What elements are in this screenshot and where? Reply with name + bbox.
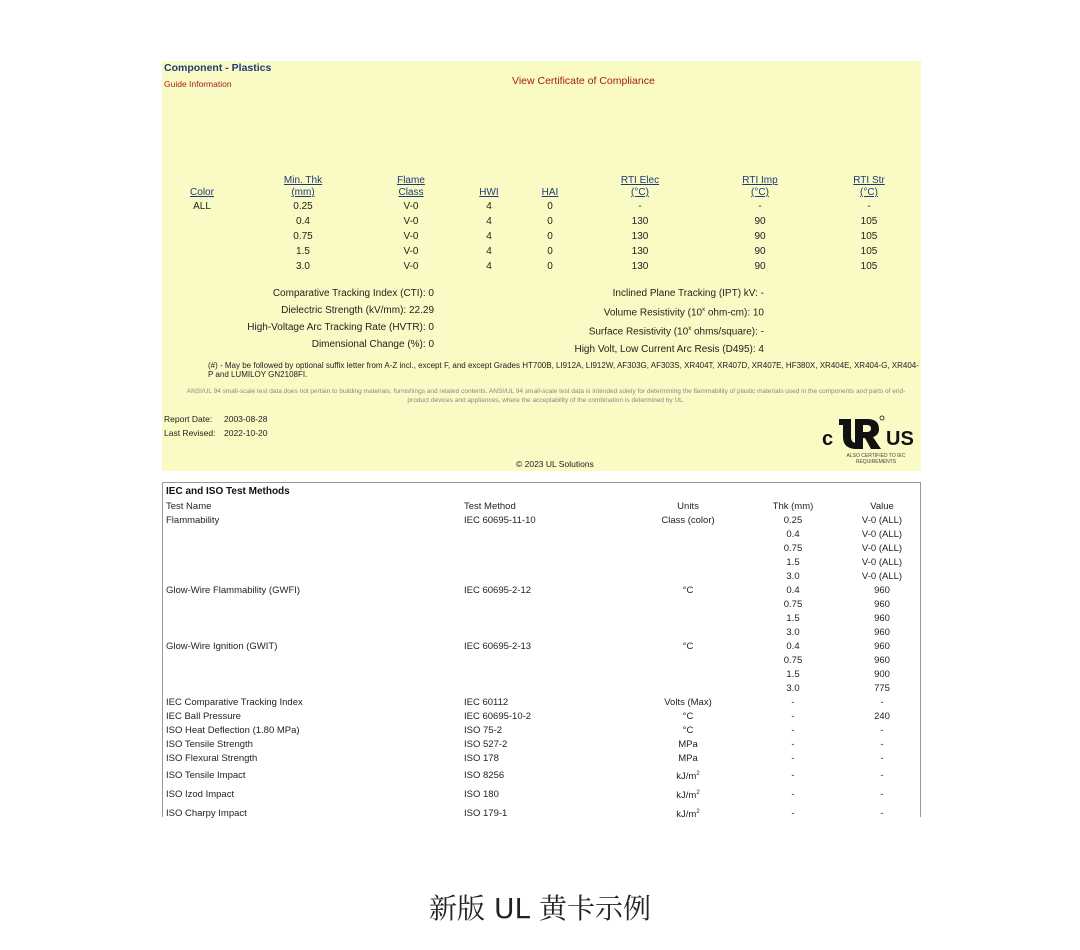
table-cell bbox=[163, 626, 464, 640]
cell: V-0 bbox=[403, 231, 419, 242]
cell: 4 bbox=[486, 261, 492, 272]
table-cell: Glow-Wire Ignition (GWIT) bbox=[166, 641, 278, 652]
table-cell: MPa bbox=[678, 753, 698, 764]
table-row bbox=[163, 598, 920, 612]
table-cell: ISO Heat Deflection (1.80 MPa) bbox=[166, 725, 300, 736]
table-cell bbox=[634, 612, 742, 626]
iec-iso-test-methods bbox=[162, 482, 921, 821]
cell: V-0 bbox=[403, 216, 419, 227]
header-hwi: HWI bbox=[479, 187, 499, 198]
table-cell: V-0 (ALL) bbox=[861, 515, 903, 526]
table-cell bbox=[634, 654, 742, 668]
table-cell: 0.4 bbox=[786, 641, 800, 652]
table-row bbox=[163, 654, 920, 668]
cell: 130 bbox=[631, 231, 649, 242]
cell: 0.75 bbox=[293, 231, 313, 242]
table-cell: 960 bbox=[874, 655, 890, 666]
table-cell: 1.5 bbox=[786, 669, 800, 680]
table-row bbox=[163, 556, 920, 570]
cell: V-0 bbox=[403, 246, 419, 257]
table-cell bbox=[634, 626, 742, 640]
table-cell: °C bbox=[682, 725, 694, 736]
table-cell: IEC Comparative Tracking Index bbox=[166, 697, 303, 708]
table-cell: IEC 60112 bbox=[464, 697, 509, 708]
cell: 105 bbox=[860, 216, 878, 227]
ur-mark-icon bbox=[837, 415, 885, 451]
table-cell: V-0 (ALL) bbox=[861, 571, 903, 582]
cell: 105 bbox=[860, 246, 878, 257]
table-cell: 0.25 bbox=[783, 515, 803, 526]
table-cell: - bbox=[791, 770, 795, 782]
table-cell: ISO 8256 bbox=[464, 770, 505, 782]
table-row bbox=[163, 668, 920, 682]
guide-information-link[interactable]: Guide Information bbox=[164, 79, 232, 89]
cell: 130 bbox=[631, 216, 649, 227]
table-cell bbox=[464, 598, 634, 612]
cell: 0 bbox=[547, 261, 553, 272]
table-row bbox=[163, 626, 920, 640]
table-cell bbox=[163, 612, 464, 626]
table-cell: - bbox=[880, 725, 884, 736]
header-value: Value bbox=[870, 501, 894, 512]
table-cell: IEC 60695-11-10 bbox=[464, 515, 536, 526]
table-cell bbox=[634, 556, 742, 570]
table-cell: ISO Tensile Strength bbox=[166, 739, 253, 750]
table-cell: ISO 180 bbox=[464, 789, 499, 801]
table-row bbox=[163, 514, 920, 528]
also-certified-text: ALSO CERTIFIED TO IEC REQUIREMENTS bbox=[846, 453, 906, 465]
table-cell: 960 bbox=[874, 627, 890, 638]
table-cell bbox=[464, 612, 634, 626]
table-cell: 775 bbox=[874, 683, 890, 694]
table-cell: - bbox=[880, 808, 884, 820]
cell: - bbox=[758, 201, 762, 212]
table-cell: 900 bbox=[874, 669, 890, 680]
table-cell: 960 bbox=[874, 641, 890, 652]
report-date: 2003-08-28 bbox=[224, 414, 268, 424]
table-row bbox=[163, 766, 920, 785]
ratings-row bbox=[162, 199, 918, 214]
table-cell: ISO Flexural Strength bbox=[166, 753, 258, 764]
cell: 105 bbox=[860, 231, 878, 242]
cell: 0.4 bbox=[296, 216, 310, 227]
table-cell: - bbox=[880, 789, 884, 801]
table-cell bbox=[464, 654, 634, 668]
table-cell: 0.75 bbox=[783, 655, 803, 666]
table-row bbox=[163, 542, 920, 556]
cell: 90 bbox=[754, 231, 766, 242]
table-cell bbox=[464, 542, 634, 556]
table-cell: 3.0 bbox=[786, 627, 800, 638]
cell: 4 bbox=[486, 246, 492, 257]
table-cell bbox=[464, 626, 634, 640]
table-row bbox=[163, 612, 920, 626]
header-hai: HAI bbox=[541, 187, 559, 198]
table-cell: ISO 527-2 bbox=[464, 739, 508, 750]
table-cell: - bbox=[791, 725, 795, 736]
table-cell: 240 bbox=[874, 711, 890, 722]
table-cell bbox=[634, 682, 742, 696]
table-cell: Glow-Wire Flammability (GWFI) bbox=[166, 585, 301, 596]
grade-footnote: (#) - May be followed by optional suffix letter from A-Z incl., except F, and except Grades HT700B, LI912A, LI912W, AF303G, AF303S, XR404T, XR407D, XR407E, HF380X, XR404E, XR404-G, XR404-P and LUMILOY GN2108FI. bbox=[208, 361, 919, 379]
cell: V-0 bbox=[403, 261, 419, 272]
table-row bbox=[163, 570, 920, 584]
cell bbox=[162, 244, 242, 259]
cell: 90 bbox=[754, 261, 766, 272]
table-row bbox=[163, 682, 920, 696]
table-cell: °C bbox=[682, 641, 694, 652]
cell: - bbox=[867, 201, 871, 212]
plastics-ratings-table bbox=[162, 173, 918, 274]
table-row bbox=[163, 696, 920, 710]
table-cell bbox=[163, 668, 464, 682]
table-cell bbox=[163, 528, 464, 542]
ratings-row bbox=[162, 214, 918, 229]
cell: 1.5 bbox=[296, 246, 310, 257]
table-cell: 3.0 bbox=[786, 683, 800, 694]
cell bbox=[162, 259, 242, 274]
table-cell: 960 bbox=[874, 613, 890, 624]
cell: 90 bbox=[754, 246, 766, 257]
table-cell: - bbox=[791, 711, 795, 722]
table-cell: - bbox=[880, 770, 884, 782]
table-cell: ISO 75-2 bbox=[464, 725, 503, 736]
ratings-row bbox=[162, 259, 918, 274]
header-color: Color bbox=[190, 187, 214, 198]
table-cell bbox=[634, 570, 742, 584]
copyright: © 2023 UL Solutions bbox=[516, 459, 594, 469]
cell: 4 bbox=[486, 216, 492, 227]
table-cell bbox=[163, 654, 464, 668]
cell bbox=[162, 229, 242, 244]
table-cell: IEC Ball Pressure bbox=[166, 711, 241, 722]
table-cell bbox=[163, 598, 464, 612]
table-row bbox=[163, 528, 920, 542]
table-cell: $kJ/m^2$ bbox=[676, 809, 700, 821]
table-cell: ISO Izod Impact bbox=[166, 789, 235, 801]
caption: 新版 UL 黄卡示例 bbox=[429, 892, 651, 925]
cell: 130 bbox=[631, 246, 649, 257]
header-units: Units bbox=[677, 501, 699, 512]
table-cell: 960 bbox=[874, 585, 890, 596]
table-cell: IEC 60695-2-13 bbox=[464, 641, 532, 652]
header-rti-imp: RTI Imp (°C) bbox=[742, 175, 778, 198]
table-cell: 1.5 bbox=[786, 557, 800, 568]
table-cell: Volts (Max) bbox=[664, 697, 712, 708]
table-cell: 1.5 bbox=[786, 613, 800, 624]
table-cell: 3.0 bbox=[786, 571, 800, 582]
table-cell: IEC 60695-10-2 bbox=[464, 711, 532, 722]
header-test-name: Test Name bbox=[166, 501, 212, 512]
cell: V-0 bbox=[403, 201, 419, 212]
table-cell: V-0 (ALL) bbox=[861, 543, 903, 554]
cell: 0 bbox=[547, 246, 553, 257]
view-certificate-link[interactable]: View Certificate of Compliance bbox=[512, 75, 655, 87]
table-row bbox=[163, 724, 920, 738]
cell: 0 bbox=[547, 201, 553, 212]
table-cell: °C bbox=[682, 585, 694, 596]
cell: 130 bbox=[631, 261, 649, 272]
header-thk: Thk (mm) bbox=[772, 501, 814, 512]
cell: ALL bbox=[193, 201, 211, 212]
table-cell bbox=[163, 542, 464, 556]
cell: 3.0 bbox=[296, 261, 310, 272]
table-cell bbox=[634, 528, 742, 542]
dielectric-strength-value: Dielectric Strength (kV/mm): 22.29 bbox=[281, 305, 434, 316]
table-cell: Flammability bbox=[166, 515, 220, 526]
cell: 0 bbox=[547, 216, 553, 227]
header-flame-class: Flame Class bbox=[397, 175, 425, 198]
iso-section-title: IEC and ISO Test Methods bbox=[166, 486, 290, 497]
table-cell bbox=[464, 570, 634, 584]
table-cell: MPa bbox=[678, 739, 698, 750]
header-rti-elec: RTI Elec (°C) bbox=[620, 175, 660, 198]
cell: 0 bbox=[547, 231, 553, 242]
cell: 90 bbox=[754, 216, 766, 227]
table-cell: 0.75 bbox=[783, 599, 803, 610]
table-cell: ISO Tensile Impact bbox=[166, 770, 246, 782]
table-row bbox=[163, 804, 920, 823]
table-cell: - bbox=[880, 697, 884, 708]
dimensional-change-value: Dimensional Change (%): 0 bbox=[311, 339, 434, 350]
card-title: Component - Plastics bbox=[164, 62, 272, 74]
cti-value: Comparative Tracking Index (CTI): 0 bbox=[272, 288, 434, 299]
table-cell: - bbox=[880, 739, 884, 750]
table-row bbox=[163, 584, 920, 598]
table-cell: 0.4 bbox=[786, 585, 800, 596]
volume-resistivity-value: Volume Resistivity (10$^x$ ohm-cm): 10 bbox=[603, 307, 764, 319]
header-min-thk: Min. Thk (mm) bbox=[283, 175, 323, 198]
table-cell bbox=[634, 542, 742, 556]
ul-recognized-mark-icon bbox=[822, 411, 917, 469]
table-cell bbox=[163, 682, 464, 696]
arc-resistance-value: High Volt, Low Current Arc Resis (D495): 4 bbox=[574, 343, 764, 355]
cell: 0.25 bbox=[293, 201, 313, 212]
table-cell bbox=[163, 556, 464, 570]
cell: 4 bbox=[486, 201, 492, 212]
logo-c: c bbox=[822, 428, 834, 450]
table-row bbox=[163, 640, 920, 654]
table-cell bbox=[634, 598, 742, 612]
report-date-label: Report Date: bbox=[164, 414, 213, 424]
cell: 105 bbox=[860, 261, 878, 272]
iso-table bbox=[163, 500, 920, 823]
table-cell: $kJ/m^2$ bbox=[676, 771, 700, 783]
table-cell: V-0 (ALL) bbox=[861, 557, 903, 568]
last-revised-label: Last Revised: bbox=[164, 428, 216, 438]
table-cell bbox=[464, 668, 634, 682]
ratings-row bbox=[162, 244, 918, 259]
table-cell: IEC 60695-2-12 bbox=[464, 585, 532, 596]
table-cell: 0.75 bbox=[783, 543, 803, 554]
table-cell bbox=[464, 682, 634, 696]
table-cell: $kJ/m^2$ bbox=[676, 790, 700, 802]
table-cell: ISO Charpy Impact bbox=[166, 808, 247, 820]
report-dates bbox=[164, 412, 267, 440]
table-row bbox=[163, 752, 920, 766]
table-cell: - bbox=[791, 753, 795, 764]
last-revised-date: 2022-10-20 bbox=[224, 428, 268, 438]
table-cell: - bbox=[880, 753, 884, 764]
table-cell: ISO 178 bbox=[464, 753, 499, 764]
table-cell: - bbox=[791, 739, 795, 750]
ratings-row bbox=[162, 229, 918, 244]
iso-header-row bbox=[163, 500, 920, 514]
table-cell bbox=[464, 528, 634, 542]
table-cell bbox=[634, 668, 742, 682]
ratings-header-row bbox=[162, 173, 918, 199]
cell: - bbox=[638, 201, 642, 212]
table-cell: - bbox=[791, 697, 795, 708]
table-row bbox=[163, 738, 920, 752]
hvtr-value: High-Voltage Arc Tracking Rate (HVTR): 0 bbox=[247, 322, 434, 333]
ipt-value: Inclined Plane Tracking (IPT) kV: - bbox=[612, 288, 764, 299]
ul-yellow-card bbox=[162, 61, 921, 471]
surface-resistivity-value: Surface Resistivity (10$^x$ ohms/square): - bbox=[588, 326, 764, 338]
table-cell bbox=[163, 570, 464, 584]
header-test-method: Test Method bbox=[464, 501, 516, 512]
table-cell: 0.4 bbox=[786, 529, 800, 540]
logo-us: US bbox=[886, 428, 914, 450]
table-row bbox=[163, 710, 920, 724]
properties-left bbox=[247, 285, 434, 353]
header-rti-str: RTI Str (°C) bbox=[853, 175, 885, 198]
table-cell: ISO 179-1 bbox=[464, 808, 508, 820]
table-cell: °C bbox=[682, 711, 694, 722]
table-cell: 960 bbox=[874, 599, 890, 610]
table-cell bbox=[464, 556, 634, 570]
table-cell: V-0 (ALL) bbox=[861, 529, 903, 540]
ul94-disclaimer: ANSI/UL 94 small-scale test data does not pertain to building materials, furnishings and related contents. ANSI/UL 94 small-scale test data is intended solely for determining the flammability of plastic materials used in the components and parts of end-product devices and appliances, where the acceptability of the combination is determined by UL. bbox=[186, 388, 906, 404]
table-cell: Class (color) bbox=[661, 515, 715, 526]
cell: 4 bbox=[486, 231, 492, 242]
cell bbox=[162, 214, 242, 229]
properties-right bbox=[544, 285, 764, 358]
table-cell: - bbox=[791, 808, 795, 820]
table-cell: - bbox=[791, 789, 795, 801]
table-row bbox=[163, 785, 920, 804]
